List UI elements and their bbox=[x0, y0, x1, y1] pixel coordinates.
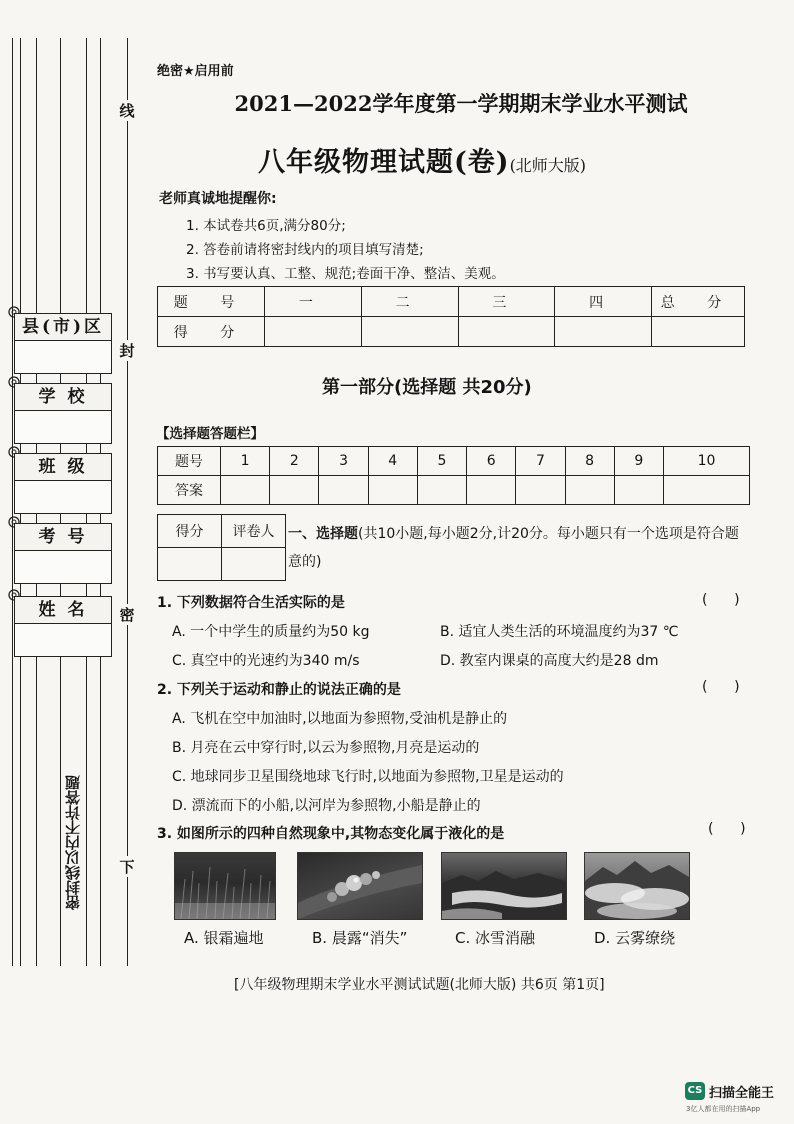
table-row bbox=[158, 548, 286, 581]
table-row bbox=[158, 515, 286, 548]
rule-item: 3. 书写要认真、工整、规范;卷面干净、整洁、美观。 bbox=[186, 266, 505, 282]
option: C. 真空中的光速约为340 m/s bbox=[172, 653, 360, 669]
field-label: 姓 名 bbox=[14, 596, 112, 624]
image-caption: A. 银霜遍地 bbox=[184, 929, 264, 947]
score-cell[interactable] bbox=[555, 317, 652, 347]
seal-char-bottom: 下 bbox=[116, 856, 138, 877]
table-cell: 10 bbox=[663, 447, 749, 476]
table-row bbox=[158, 287, 745, 317]
option: A. 飞机在空中加油时,以地面为参照物,受油机是静止的 bbox=[172, 711, 508, 727]
answer-cell[interactable] bbox=[663, 476, 749, 505]
table-cell: 答案 bbox=[158, 476, 221, 505]
dew-photo bbox=[297, 852, 423, 920]
table-cell: 一 bbox=[265, 287, 362, 317]
seal-line bbox=[127, 38, 128, 966]
table-cell: 9 bbox=[614, 447, 663, 476]
table-cell: 5 bbox=[417, 447, 466, 476]
option: A. 一个中学生的质量约为50 kg bbox=[172, 624, 370, 640]
field-label: 班 级 bbox=[14, 453, 112, 481]
answer-cell[interactable] bbox=[467, 476, 516, 505]
seal-char-top: 线 bbox=[116, 100, 138, 121]
seal-char-low: 密 bbox=[116, 604, 138, 625]
camscanner-name: 扫描全能王 bbox=[709, 1086, 775, 1101]
answer-cell[interactable] bbox=[368, 476, 417, 505]
table-cell: 6 bbox=[467, 447, 516, 476]
table-row bbox=[158, 476, 750, 505]
table-cell: 得分 bbox=[158, 515, 222, 548]
name-input-box[interactable] bbox=[14, 624, 112, 657]
answer-paren[interactable]: ( ) bbox=[702, 592, 740, 608]
subject-name: 八年级物理试题(卷) bbox=[258, 147, 510, 178]
melting-snow-photo bbox=[441, 852, 567, 920]
table-cell: 二 bbox=[361, 287, 458, 317]
rule-item: 2. 答卷前请将密封线内的项目填写清楚; bbox=[186, 242, 424, 258]
camscanner-logo: CS bbox=[685, 1082, 705, 1100]
school-input-box[interactable] bbox=[14, 411, 112, 444]
reminder-intro: 老师真诚地提醒你: bbox=[159, 191, 277, 207]
table-cell: 得 分 bbox=[158, 317, 265, 347]
field-label: 学 校 bbox=[14, 383, 112, 411]
field-name bbox=[14, 596, 112, 657]
field-label: 县(市)区 bbox=[14, 313, 112, 341]
table-cell: 题 号 bbox=[158, 287, 265, 317]
field-school bbox=[14, 383, 112, 444]
field-class bbox=[14, 453, 112, 514]
table-cell: 8 bbox=[565, 447, 614, 476]
answer-cell[interactable] bbox=[221, 476, 270, 505]
table-cell: 三 bbox=[458, 287, 555, 317]
option: D. 教室内课桌的高度大约是28 dm bbox=[440, 653, 659, 669]
answer-paren[interactable]: ( ) bbox=[708, 821, 746, 837]
rule-item: 1. 本试卷共6页,满分80分; bbox=[186, 218, 346, 234]
section-desc: (共10小题,每小题2分,计20分。每小题只有一个选项是符合题意的) bbox=[288, 526, 739, 570]
class-input-box[interactable] bbox=[14, 481, 112, 514]
district-input-box[interactable] bbox=[14, 341, 112, 374]
question-stem: 3. 如图所示的四种自然现象中,其物态变化属于液化的是 bbox=[157, 826, 505, 842]
answer-cell[interactable] bbox=[270, 476, 319, 505]
score-cell[interactable] bbox=[458, 317, 555, 347]
field-district bbox=[14, 313, 112, 374]
image-caption: D. 云雾缭绕 bbox=[594, 929, 676, 947]
edition-label: (北师大版) bbox=[509, 156, 587, 175]
table-cell: 3 bbox=[319, 447, 368, 476]
score-cell[interactable] bbox=[265, 317, 362, 347]
table-row bbox=[158, 447, 750, 476]
answer-table bbox=[157, 446, 750, 505]
option: C. 地球同步卫星围绕地球飞行时,以地面为参照物,卫星是运动的 bbox=[172, 769, 564, 785]
grader-cell[interactable] bbox=[222, 548, 286, 581]
answer-cell[interactable] bbox=[516, 476, 565, 505]
frost-photo bbox=[174, 852, 276, 920]
score-cell[interactable] bbox=[361, 317, 458, 347]
seal-note: 密封线以内不许答题 bbox=[64, 775, 82, 911]
table-cell: 4 bbox=[368, 447, 417, 476]
answer-cell[interactable] bbox=[319, 476, 368, 505]
question-stem: 1. 下列数据符合生活实际的是 bbox=[157, 595, 345, 611]
table-cell: 评卷人 bbox=[222, 515, 286, 548]
image-caption: C. 冰雪消融 bbox=[455, 929, 536, 947]
score-cell[interactable] bbox=[652, 317, 745, 347]
table-cell: 总 分 bbox=[652, 287, 745, 317]
exam-number-input-box[interactable] bbox=[14, 551, 112, 584]
table-cell: 2 bbox=[270, 447, 319, 476]
exam-title: 2021—2022学年度第一学期期末学业水平测试 bbox=[234, 91, 688, 116]
page-footer: [八年级物理期末学业水平测试试题(北师大版) 共6页 第1页] bbox=[234, 977, 605, 993]
cloud-mist-photo bbox=[584, 852, 690, 920]
table-row bbox=[158, 317, 745, 347]
table-cell: 四 bbox=[555, 287, 652, 317]
seal-char-mid: 封 bbox=[116, 340, 138, 361]
secret-label: 绝密★启用前 bbox=[157, 64, 234, 79]
section-title: 一、选择题 bbox=[288, 526, 358, 542]
camscanner-tagline: 3亿人都在用的扫描App bbox=[686, 1105, 761, 1113]
field-label: 考 号 bbox=[14, 523, 112, 551]
part1-title: 第一部分(选择题 共20分) bbox=[322, 377, 532, 398]
field-exam-number bbox=[14, 523, 112, 584]
binding-line bbox=[12, 38, 13, 966]
answer-cell[interactable] bbox=[417, 476, 466, 505]
table-cell: 1 bbox=[221, 447, 270, 476]
score-table bbox=[157, 286, 745, 347]
score-cell[interactable] bbox=[158, 548, 222, 581]
answer-bar-title: 【选择题答题栏】 bbox=[156, 426, 264, 442]
question-stem: 2. 下列关于运动和静止的说法正确的是 bbox=[157, 682, 401, 698]
option: B. 适宜人类生活的环境温度约为37 ℃ bbox=[440, 624, 679, 640]
image-caption: B. 晨露“消失” bbox=[312, 929, 408, 947]
answer-cell[interactable] bbox=[565, 476, 614, 505]
subject-title bbox=[258, 140, 586, 179]
option: D. 漂流而下的小船,以河岸为参照物,小船是静止的 bbox=[172, 798, 481, 814]
grader-table bbox=[157, 514, 286, 581]
option: B. 月亮在云中穿行时,以云为参照物,月亮是运动的 bbox=[172, 740, 480, 756]
section-heading bbox=[288, 520, 750, 576]
answer-cell[interactable] bbox=[614, 476, 663, 505]
answer-paren[interactable]: ( ) bbox=[702, 679, 740, 695]
table-cell: 题号 bbox=[158, 447, 221, 476]
table-cell: 7 bbox=[516, 447, 565, 476]
